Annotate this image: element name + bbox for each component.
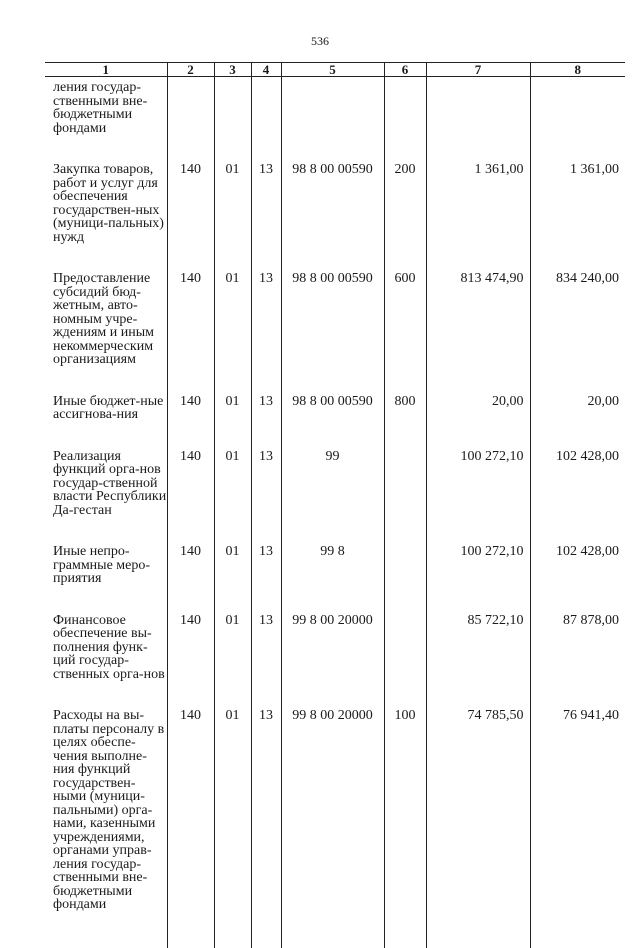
- amount-year2-text: 20,00: [587, 393, 619, 409]
- amount-year2-text: 102 428,00: [556, 448, 619, 464]
- subsection-code-text: 13: [259, 544, 273, 559]
- amount-year1-cell: [426, 707, 530, 938]
- amount-year2-cell: [530, 77, 625, 162]
- table-row: [45, 393, 625, 448]
- section-code-text: 01: [225, 448, 240, 464]
- amount-year1-text: 100 272,10: [460, 544, 524, 559]
- ministry-code-text: 140: [180, 448, 201, 464]
- row-name-text: Реализация функций орга-нов государ-ственной власти Республики Да-гестан: [53, 448, 167, 518]
- empty-cell: [251, 938, 281, 948]
- section-code-cell: [214, 161, 251, 270]
- column-header: 3: [214, 63, 251, 77]
- amount-year1-text: 813 474,90: [460, 271, 524, 286]
- empty-cell: [214, 938, 251, 948]
- target-item-cell: [281, 543, 384, 612]
- ministry-code-cell: [167, 161, 214, 270]
- amount-year1-text: 1 361,00: [474, 162, 524, 177]
- expense-type-text: 600: [394, 271, 416, 286]
- section-code-cell: [214, 612, 251, 708]
- amount-year2-text: 87 878,00: [563, 612, 619, 628]
- row-name-cell: [45, 707, 167, 938]
- amount-year1-text: 100 272,10: [460, 448, 524, 464]
- section-code-cell: [214, 393, 251, 448]
- section-code-text: 01: [225, 612, 240, 628]
- amount-year1-cell: [426, 448, 530, 544]
- expense-type-cell: [384, 393, 426, 448]
- amount-year2-cell: [530, 612, 625, 708]
- table-row: [45, 448, 625, 544]
- expense-type-cell: [384, 270, 426, 393]
- target-item-cell: [281, 707, 384, 938]
- section-code-cell: [214, 77, 251, 162]
- ministry-code-cell: [167, 543, 214, 612]
- amount-year1-cell: [426, 612, 530, 708]
- amount-year2-cell: [530, 161, 625, 270]
- table-row: [45, 161, 625, 270]
- ministry-code-text: 140: [180, 271, 201, 286]
- ministry-code-text: 140: [180, 393, 201, 409]
- table-row: [45, 612, 625, 708]
- row-name-cell: [45, 543, 167, 612]
- column-header: 5: [281, 63, 384, 77]
- row-name-cell: [45, 448, 167, 544]
- table-row: [45, 543, 625, 612]
- target-item-text: 99 8 00 20000: [292, 612, 373, 628]
- target-item-cell: [281, 161, 384, 270]
- subsection-code-cell: [251, 270, 281, 393]
- target-item-text: 98 8 00 00590: [292, 271, 373, 286]
- subsection-code-cell: [251, 393, 281, 448]
- subsection-code-text: 13: [259, 393, 273, 409]
- ministry-code-text: 140: [180, 708, 201, 723]
- column-header: 1: [45, 63, 167, 77]
- amount-year2-text: 1 361,00: [570, 162, 619, 177]
- subsection-code-text: 13: [259, 271, 273, 286]
- subsection-code-text: 13: [259, 612, 273, 628]
- row-name-cell: [45, 77, 167, 162]
- ministry-code-text: 140: [180, 612, 201, 628]
- target-item-text: 98 8 00 00590: [292, 162, 373, 177]
- row-name-cell: [45, 612, 167, 708]
- ministry-code-cell: [167, 448, 214, 544]
- target-item-cell: [281, 270, 384, 393]
- page-number: 536: [311, 34, 329, 48]
- empty-cell: [426, 938, 530, 948]
- empty-cell: [281, 938, 384, 948]
- table-row: [45, 77, 625, 162]
- budget-table: [45, 62, 625, 948]
- amount-year1-cell: [426, 543, 530, 612]
- target-item-cell: [281, 393, 384, 448]
- expense-type-cell: [384, 612, 426, 708]
- row-name-cell: [45, 270, 167, 393]
- section-code-text: 01: [225, 544, 240, 559]
- column-header: 8: [530, 63, 625, 77]
- amount-year2-cell: [530, 543, 625, 612]
- expense-type-cell: [384, 448, 426, 544]
- expense-type-text: 100: [394, 708, 416, 723]
- column-header: 6: [384, 63, 426, 77]
- section-code-cell: [214, 448, 251, 544]
- target-item-cell: [281, 448, 384, 544]
- ministry-code-cell: [167, 612, 214, 708]
- amount-year2-cell: [530, 270, 625, 393]
- ministry-code-cell: [167, 393, 214, 448]
- empty-cell: [167, 938, 214, 948]
- row-name-cell: [45, 393, 167, 448]
- section-code-text: 01: [225, 271, 240, 286]
- expense-type-cell: [384, 77, 426, 162]
- row-name-text: Финансовое обеспечение вы-полнения функ-ций государ-ственных орга-нов: [53, 612, 165, 682]
- table-tail-row: [45, 938, 625, 948]
- ministry-code-cell: [167, 77, 214, 162]
- ministry-code-text: 140: [180, 162, 201, 177]
- amount-year1-text: 20,00: [492, 393, 524, 409]
- subsection-code-cell: [251, 161, 281, 270]
- section-code-text: 01: [225, 708, 240, 723]
- expense-type-text: 200: [394, 162, 416, 177]
- empty-cell: [384, 938, 426, 948]
- subsection-code-cell: [251, 77, 281, 162]
- subsection-code-text: 13: [259, 448, 273, 464]
- table-header-row: [45, 63, 625, 77]
- amount-year1-text: 74 785,50: [467, 708, 524, 723]
- amount-year2-text: 834 240,00: [556, 271, 619, 286]
- column-header: 2: [167, 63, 214, 77]
- section-code-cell: [214, 543, 251, 612]
- amount-year2-text: 76 941,40: [563, 708, 619, 723]
- expense-type-cell: [384, 161, 426, 270]
- table-row: [45, 270, 625, 393]
- subsection-code-text: 13: [259, 708, 273, 723]
- column-header: 4: [251, 63, 281, 77]
- amount-year1-cell: [426, 270, 530, 393]
- target-item-cell: [281, 612, 384, 708]
- amount-year1-cell: [426, 77, 530, 162]
- section-code-cell: [214, 270, 251, 393]
- table-row: [45, 707, 625, 938]
- target-item-cell: [281, 77, 384, 162]
- target-item-text: 99: [325, 448, 340, 464]
- row-name-text: Иные непро-граммные меро-приятия: [53, 544, 151, 586]
- subsection-code-text: 13: [259, 162, 273, 177]
- row-name-text: ления государ-ственными вне-бюджетными фондами: [53, 80, 148, 136]
- subsection-code-cell: [251, 612, 281, 708]
- section-code-text: 01: [225, 162, 240, 177]
- amount-year1-text: 85 722,10: [467, 612, 524, 628]
- row-name-text: Иные бюджет-ные ассигнова-ния: [53, 393, 164, 422]
- ministry-code-cell: [167, 270, 214, 393]
- subsection-code-cell: [251, 543, 281, 612]
- subsection-code-cell: [251, 707, 281, 938]
- empty-cell: [530, 938, 625, 948]
- amount-year1-cell: [426, 161, 530, 270]
- section-code-text: 01: [225, 393, 240, 409]
- row-name-text: Предоставление субсидий бюд-жетным, авто-номным учре-ждениям и иным некоммерческим организациям: [53, 271, 155, 367]
- amount-year2-cell: [530, 707, 625, 938]
- section-code-cell: [214, 707, 251, 938]
- ministry-code-text: 140: [180, 544, 201, 559]
- target-item-text: 99 8 00 20000: [292, 708, 373, 723]
- column-header: 7: [426, 63, 530, 77]
- expense-type-cell: [384, 707, 426, 938]
- amount-year2-cell: [530, 393, 625, 448]
- row-name-text: Закупка товаров, работ и услуг для обеспечения государствен-ных (муници-пальных) нужд: [53, 162, 164, 245]
- target-item-text: 99 8: [320, 544, 345, 559]
- expense-type-text: 800: [394, 393, 416, 409]
- row-name-text: Расходы на вы-платы персоналу в целях обеспе-чения выполне-ния функций государствен-ными (муници-пальными) орга-нами, казенными учреждениями, органами управ-ления государ-ственными вне-бюджетными фондами: [53, 708, 165, 912]
- amount-year2-cell: [530, 448, 625, 544]
- subsection-code-cell: [251, 448, 281, 544]
- amount-year1-cell: [426, 393, 530, 448]
- amount-year2-text: 102 428,00: [556, 544, 619, 559]
- empty-cell: [45, 938, 167, 948]
- expense-type-cell: [384, 543, 426, 612]
- ministry-code-cell: [167, 707, 214, 938]
- target-item-text: 98 8 00 00590: [292, 393, 373, 409]
- row-name-cell: [45, 161, 167, 270]
